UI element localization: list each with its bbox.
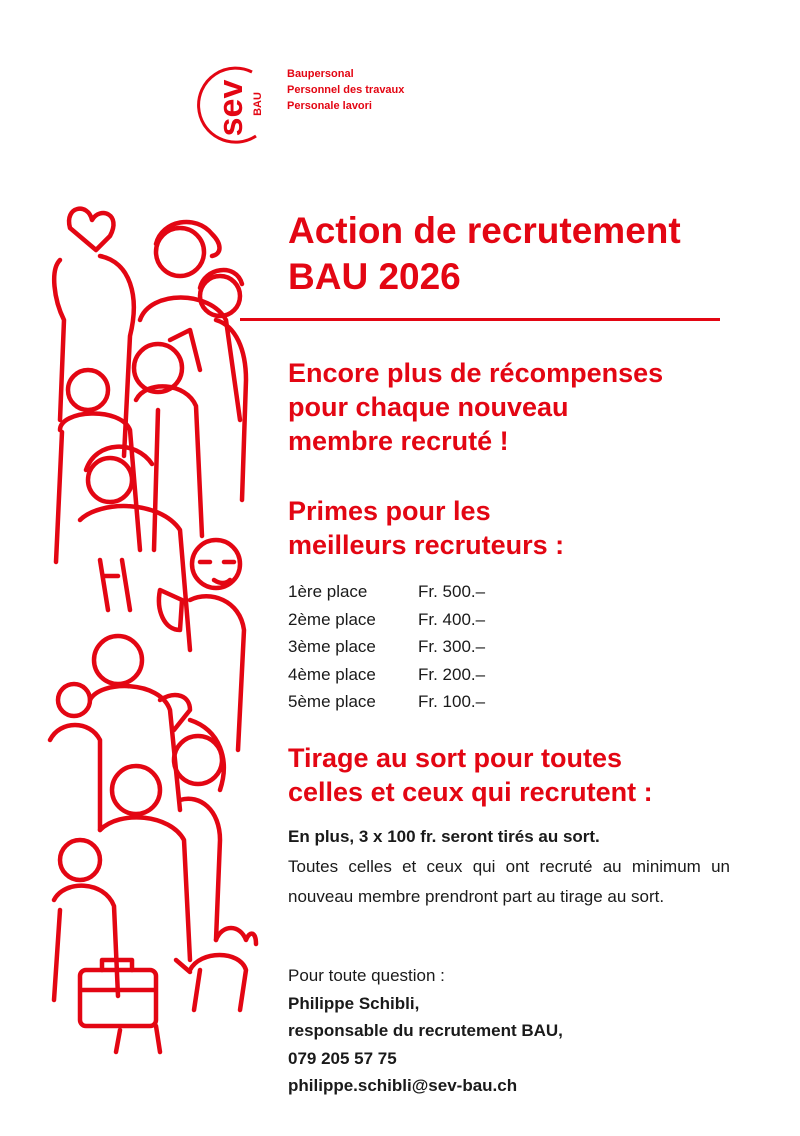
logo-tagline xyxy=(287,66,404,114)
logo-line-fr: Personnel des travaux xyxy=(287,84,405,96)
page-title xyxy=(288,208,681,300)
title-line-1: Action de recrutement xyxy=(288,210,681,251)
prize-row xyxy=(288,633,485,661)
prize-place: 1ère place xyxy=(288,582,368,601)
logo-badge: BAU xyxy=(252,92,264,116)
prize-place: 2ème place xyxy=(288,609,376,629)
draw-line-1: Tirage au sort pour toutes xyxy=(288,743,623,773)
title-line-2: BAU 2026 xyxy=(288,256,461,297)
prizes-line-1: Primes pour les xyxy=(288,496,491,526)
draw-lead: En plus, 3 x 100 fr. seront tirés au sort. xyxy=(288,827,600,846)
prize-amount: Fr. 200.– xyxy=(418,664,486,684)
logo-line-de: Baupersonal xyxy=(287,68,354,80)
prize-amount: Fr. 400.– xyxy=(418,609,486,629)
contact-phone: 079 205 57 75 xyxy=(288,1048,397,1068)
prize-row xyxy=(288,606,485,634)
crowd-of-workers-illustration xyxy=(40,200,280,1060)
prize-place: 4ème place xyxy=(288,664,376,684)
prize-place: 5ème place xyxy=(288,692,376,711)
rewards-line-2: pour chaque nouveau xyxy=(288,392,569,422)
contact-email[interactable]: philippe.schibli@sev-bau.ch xyxy=(288,1076,518,1095)
prize-row xyxy=(288,578,485,606)
logo-line-it: Personale lavori xyxy=(287,100,372,112)
rewards-line-3: membre recruté ! xyxy=(288,426,509,456)
rewards-line-1: Encore plus de récompenses xyxy=(288,358,664,388)
draw-body: Toutes celles et ceux qui ont recruté au minimum un nouveau membre prendront part au tirage au sort. xyxy=(288,857,730,906)
draw-heading xyxy=(288,741,653,809)
prize-place: 3ème place xyxy=(288,637,376,656)
draw-line-2: celles et ceux qui recrutent : xyxy=(288,777,653,807)
contact-name: Philippe Schibli, xyxy=(288,993,420,1013)
prize-amount: Fr. 100.– xyxy=(418,692,486,711)
contact-role: responsable du recrutement BAU, xyxy=(288,1021,563,1040)
prize-amount: Fr. 500.– xyxy=(418,582,486,601)
rewards-heading xyxy=(288,356,663,458)
contact-intro: Pour toute question : xyxy=(288,966,445,985)
prize-row xyxy=(288,688,485,716)
prize-row xyxy=(288,661,485,689)
prize-amount: Fr. 300.– xyxy=(418,637,486,656)
prizes-list xyxy=(288,578,485,716)
logo-wordmark: sev xyxy=(212,79,250,137)
prizes-line-2: meilleurs recruteurs : xyxy=(288,530,565,560)
draw-text xyxy=(288,822,730,912)
prizes-heading xyxy=(288,494,564,562)
title-divider xyxy=(240,318,720,321)
contact-block xyxy=(288,962,563,1100)
